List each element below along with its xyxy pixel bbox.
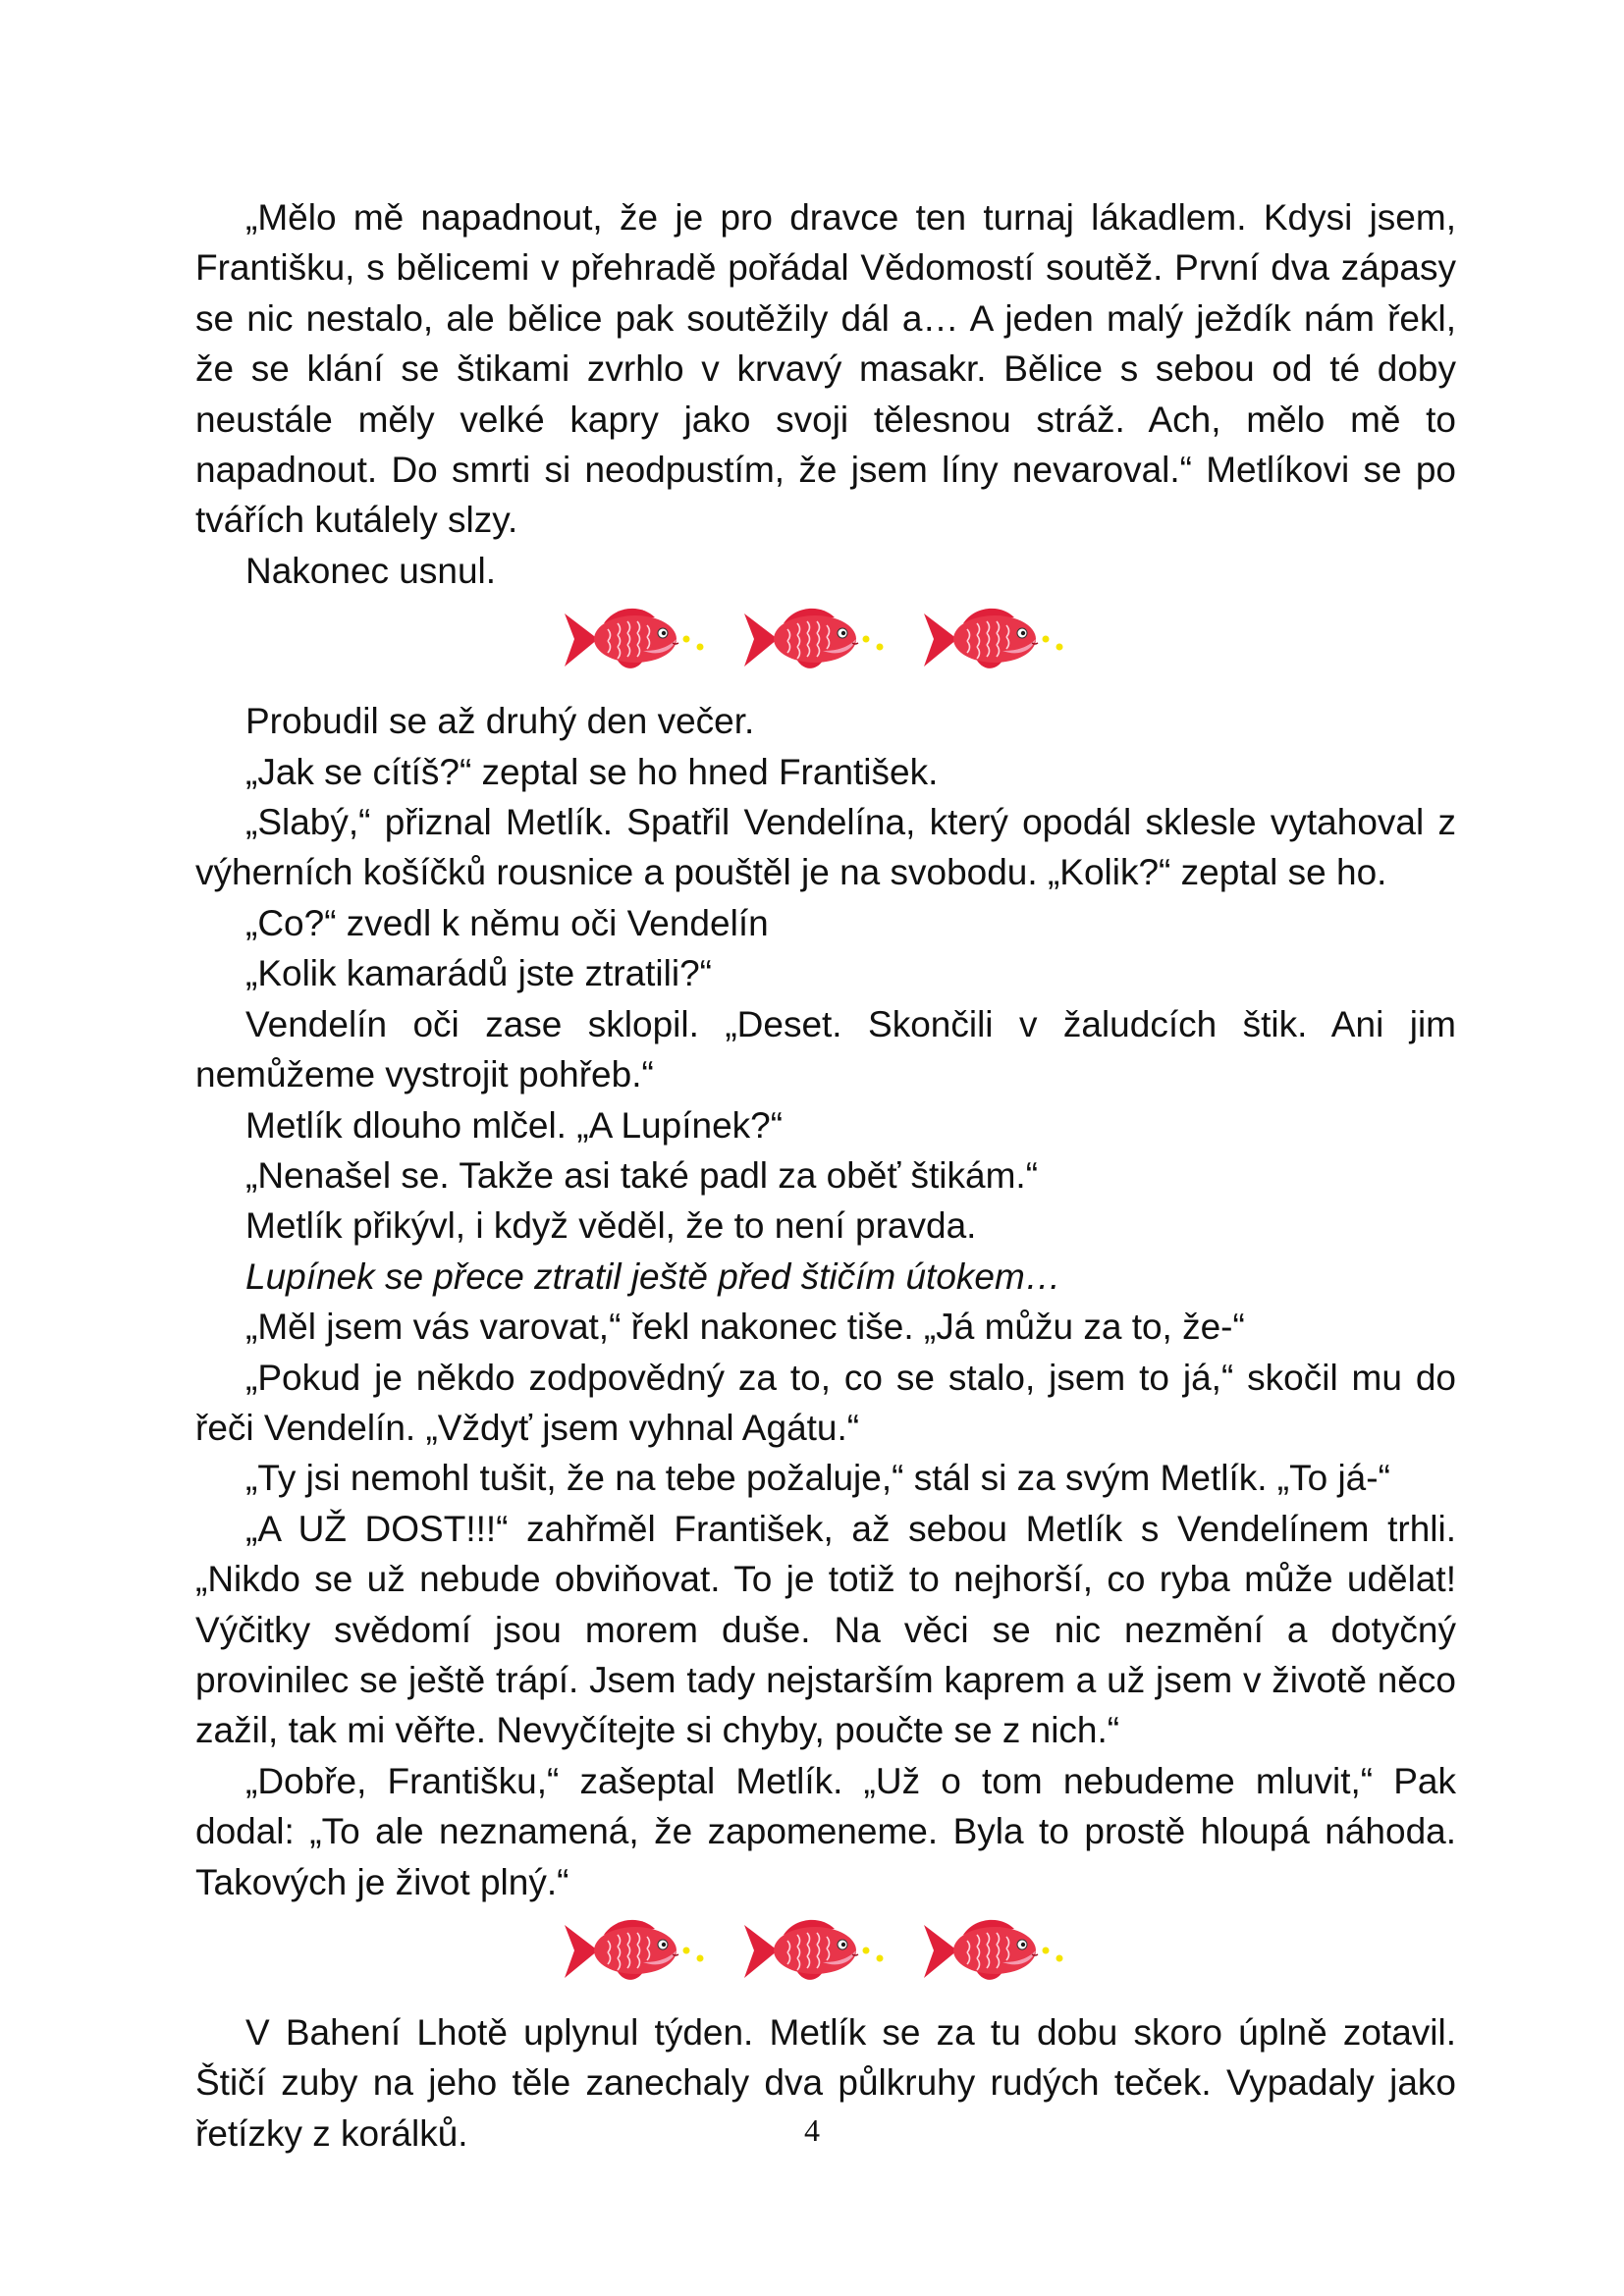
paragraph: „Kolik kamarádů jste ztratili?“ xyxy=(245,953,712,994)
paragraph: Vendelín oči zase sklopil. „Deset. Skončili v žaludcích štik. Ani jim nemůžeme vystrojit pohřeb.“ xyxy=(195,1003,1456,1095)
fish-icon xyxy=(924,609,1063,668)
fish-ornament xyxy=(555,606,1105,674)
paragraph: „Jak se cítíš?“ zeptal se ho hned František. xyxy=(245,751,939,792)
paragraph: Probudil se až druhý den večer. xyxy=(245,701,755,742)
fish-separator xyxy=(195,1907,1456,2007)
paragraph: „Co?“ zvedl k němu oči Vendelín xyxy=(245,902,769,943)
fish-icon xyxy=(744,1920,884,1980)
document-body xyxy=(195,192,1456,2159)
fish-icon xyxy=(565,609,704,668)
paragraph: „Ty jsi nemohl tušit, že na tebe požaluje,“ stál si za svým Metlík. „To já-“ xyxy=(245,1458,1390,1499)
paragraph: Metlík přikývl, i když věděl, že to není pravda. xyxy=(245,1205,977,1247)
page-number: 4 xyxy=(804,2112,820,2148)
fish-separator xyxy=(195,596,1456,696)
paragraph: V Bahení Lhotě uplynul týden. Metlík se za tu dobu skoro úplně zotavil. Štičí zuby na jeho těle zanechaly dva půlkruhy rudých teček. Vypadaly jako řetízky z korálků. xyxy=(195,2012,1456,2154)
paragraph: „Dobře, Františku,“ zašeptal Metlík. „Už o tom nebudeme mluvit,“ Pak dodal: „To ale neznamená, že zapomeneme. Byla to prostě hloupá náhoda. Takových je život plný.“ xyxy=(195,1760,1456,1902)
fish-icon xyxy=(744,609,884,668)
paragraph: Nakonec usnul. xyxy=(245,550,497,591)
paragraph: „Slabý,“ přiznal Metlík. Spatřil Vendelína, který opodál sklesle vytahoval z výherních košíčků rousnice a pouštěl je na svobodu. „Kolik?“ zeptal se ho. xyxy=(195,802,1456,893)
italic-thought: Lupínek se přece ztratil ještě před štičím útokem… xyxy=(245,1255,1061,1297)
fish-icon xyxy=(924,1920,1063,1980)
paragraph: „Mělo mě napadnout, že je pro dravce ten turnaj lákadlem. Kdysi jsem, Františku, s bělicemi v přehradě pořádal Vědomostí soutěž. První dva zápasy se nic nestalo, ale bělice pak soutěžily dál a… A jeden malý ježdík nám řekl, že se klání se štikami zvrhlo v krvavý masakr. Bělice s sebou od té doby neustále měly velké kapry jako svoji tělesnou stráž. Ach, mělo mě to napadnout. Do smrti si neodpustím, že jsem líny nevaroval.“ Metlíkovi se po tvářích kutálely slzy. xyxy=(195,197,1456,541)
paragraph: „Měl jsem vás varovat,“ řekl nakonec tiše. „Já můžu za to, že-“ xyxy=(245,1307,1245,1348)
fish-ornament xyxy=(555,1917,1105,1986)
paragraph: Metlík dlouho mlčel. „A Lupínek?“ xyxy=(245,1104,784,1146)
paragraph: „A UŽ DOST!!!“ zahřměl František, až sebou Metlík s Vendelínem trhli. „Nikdo se už nebude obviňovat. To je totiž to nejhorší, co ryba může udělat! Výčitky svědomí jsou morem duše. Na věci se nic nezmění a dotyčný provinilec se ještě trápí. Jsem tady nejstarším kaprem a už jsem v životě něco zažil, tak mi věřte. Nevyčítejte si chyby, poučte se z nich.“ xyxy=(195,1508,1456,1751)
fish-icon xyxy=(565,1920,704,1980)
paragraph: „Nenašel se. Takže asi také padl za oběť štikám.“ xyxy=(245,1154,1039,1196)
paragraph: „Pokud je někdo zodpovědný za to, co se stalo, jsem to já,“ skočil mu do řeči Vendelín. „Vždyť jsem vyhnal Agátu.“ xyxy=(195,1357,1456,1448)
